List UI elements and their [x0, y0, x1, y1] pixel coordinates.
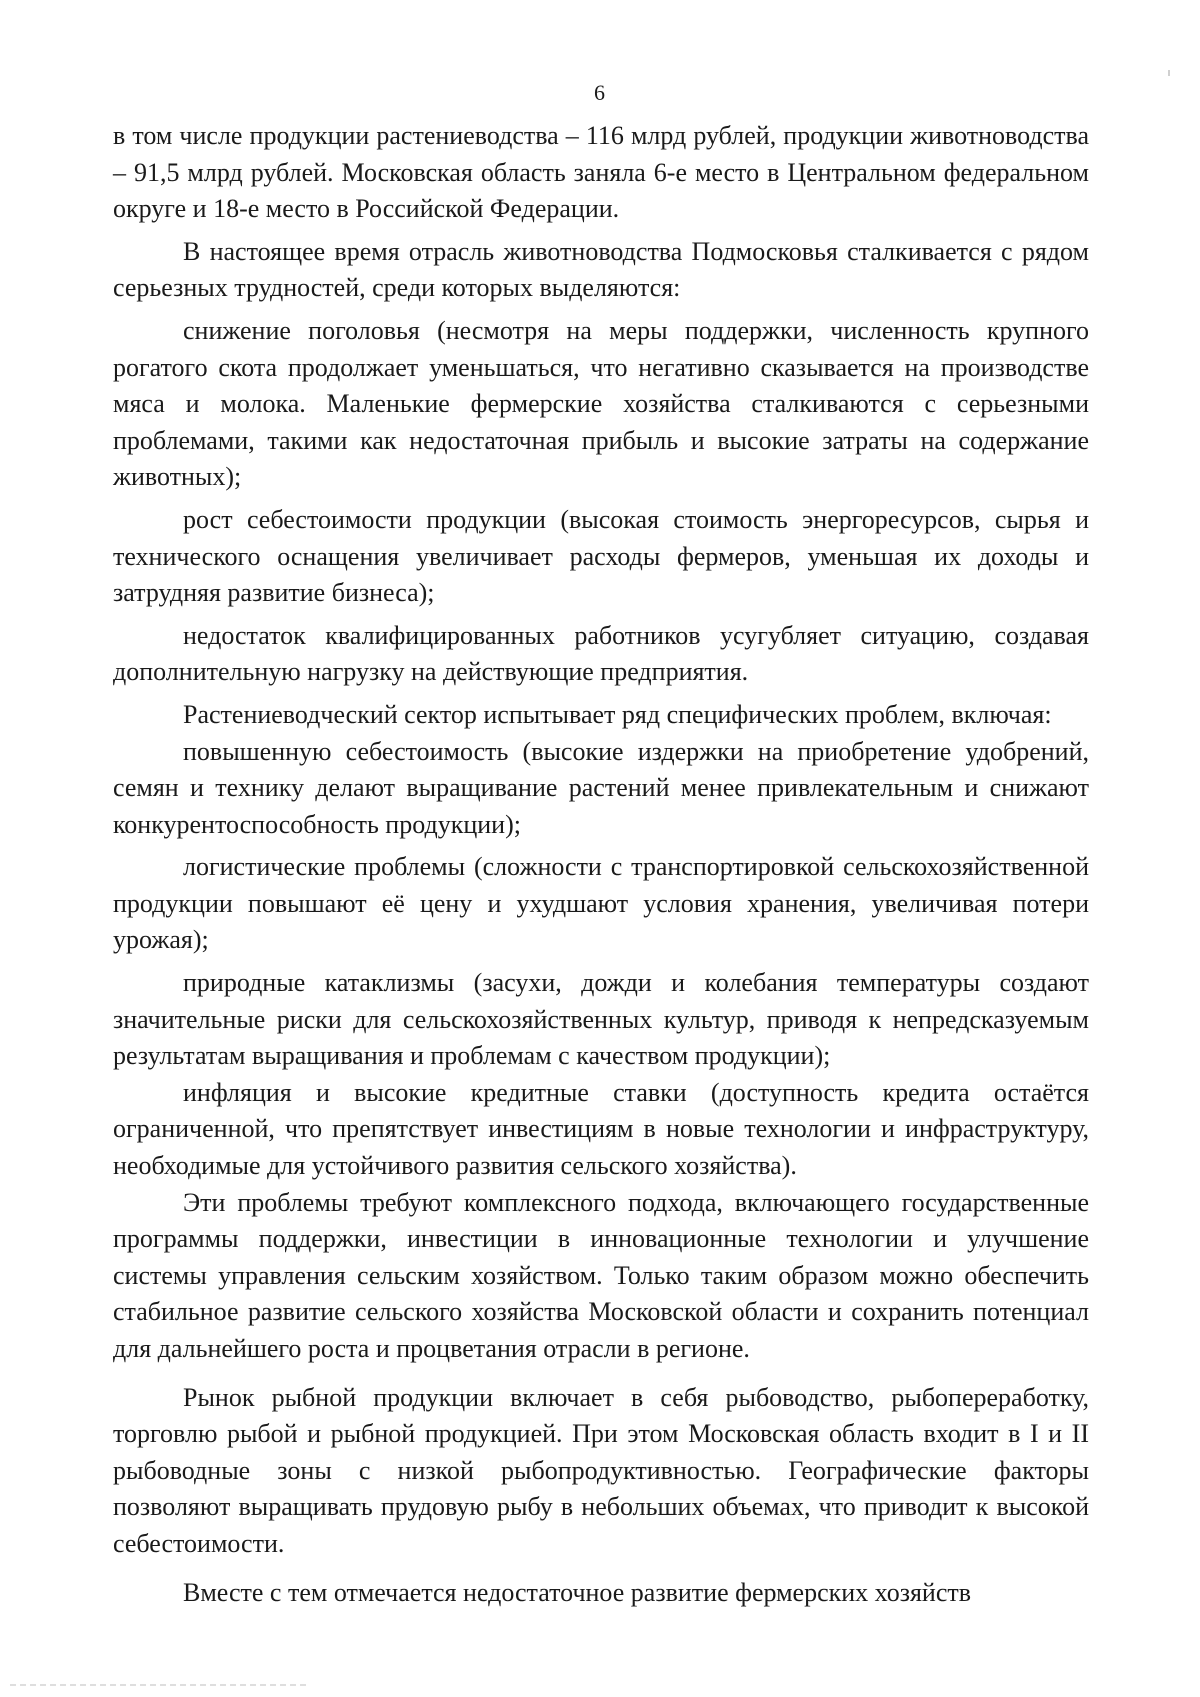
scan-footer-artifact — [10, 1684, 310, 1686]
page-number: 6 — [594, 80, 606, 105]
paragraph-crop-sector-intro: Растениеводческий сектор испытывает ряд специфических проблем, включая: — [183, 699, 1052, 729]
paragraph-crop-costs: повышенную себестоимость (высокие издержки на приобретение удобрений, семян и технику делают выращивание растений менее привлекательным и снижают конкурентоспособность продукции); — [113, 736, 1089, 839]
paragraph-fish-market: Рынок рыбной продукции включает в себя рыбоводство, рыбопереработку, торговлю рыбой и рыбной продукцией. При этом Московская область входит в I и II рыбоводные зоны с низкой рыбопродуктивностью. Географические факторы позволяют выращивать прудовую рыбу в небольших объемах, что приводит к высокой себестоимости. — [113, 1382, 1089, 1558]
paragraph-livestock-decline: снижение поголовья (несмотря на меры поддержки, численность крупного рогатого скота продолжает уменьшаться, что негативно сказывается на производстве мяса и молока. Маленькие фермерские хозяйства сталкиваются с серьезными проблемами, такими как недостаточная прибыль и высокие затраты на содержание животных); — [113, 315, 1089, 492]
paragraph-livestock-intro: В настоящее время отрасль животноводства Подмосковья сталкивается с рядом серьезных трудностей, среди которых выделяются: — [113, 236, 1089, 303]
paragraph-production-totals: в том числе продукции растениеводства – 116 млрд рублей, продукции животноводства – 91,5 млрд рублей. Московская область заняла 6-е место в Центральном федеральном округе и 18-е место в Российской Федерации. — [113, 121, 1089, 224]
paragraph-workforce-shortage: недостаток квалифицированных работников усугубляет ситуацию, создавая дополнительную нагрузку на действующие предприятия. — [113, 620, 1089, 687]
paragraph-inflation: инфляция и высокие кредитные ставки (доступность кредита остаётся ограниченной, что препятствует инвестициям в новые технологии и инфраструктуру, необходимые для устойчивого развития сельского хозяйства). — [113, 1077, 1089, 1181]
paragraph-natural-disasters: природные катаклизмы (засухи, дожди и колебания температуры создают значительные риски для сельскохозяйственных культур, приводя к непредсказуемым результатам выращивания и проблемам с качеством продукции); — [113, 968, 1089, 1071]
scan-artifact-mark — [1168, 70, 1170, 76]
paragraph-cost-growth: рост себестоимости продукции (высокая стоимость энергоресурсов, сырья и технического оснащения увеличивает расходы фермеров, уменьшая их доходы и затрудняя развитие бизнеса); — [113, 504, 1089, 608]
document-body — [113, 118, 1089, 1611]
paragraph-farm-development: Вместе с тем отмечается недостаточное развитие фермерских хозяйств — [183, 1577, 972, 1607]
paragraph-comprehensive-approach: Эти проблемы требуют комплексного подхода, включающего государственные программы поддержки, инвестиции в инновационные технологии и улучшение системы управления сельским хозяйством. Только таким образом можно обеспечить стабильное развитие сельского хозяйства Московской области и сохранить потенциал для дальнейшего роста и процветания отрасли в регионе. — [113, 1187, 1089, 1363]
paragraph-logistics: логистические проблемы (сложности с транспортировкой сельскохозяйственной продукции повышают её цену и ухудшают условия хранения, увеличивая потери урожая); — [113, 852, 1089, 955]
